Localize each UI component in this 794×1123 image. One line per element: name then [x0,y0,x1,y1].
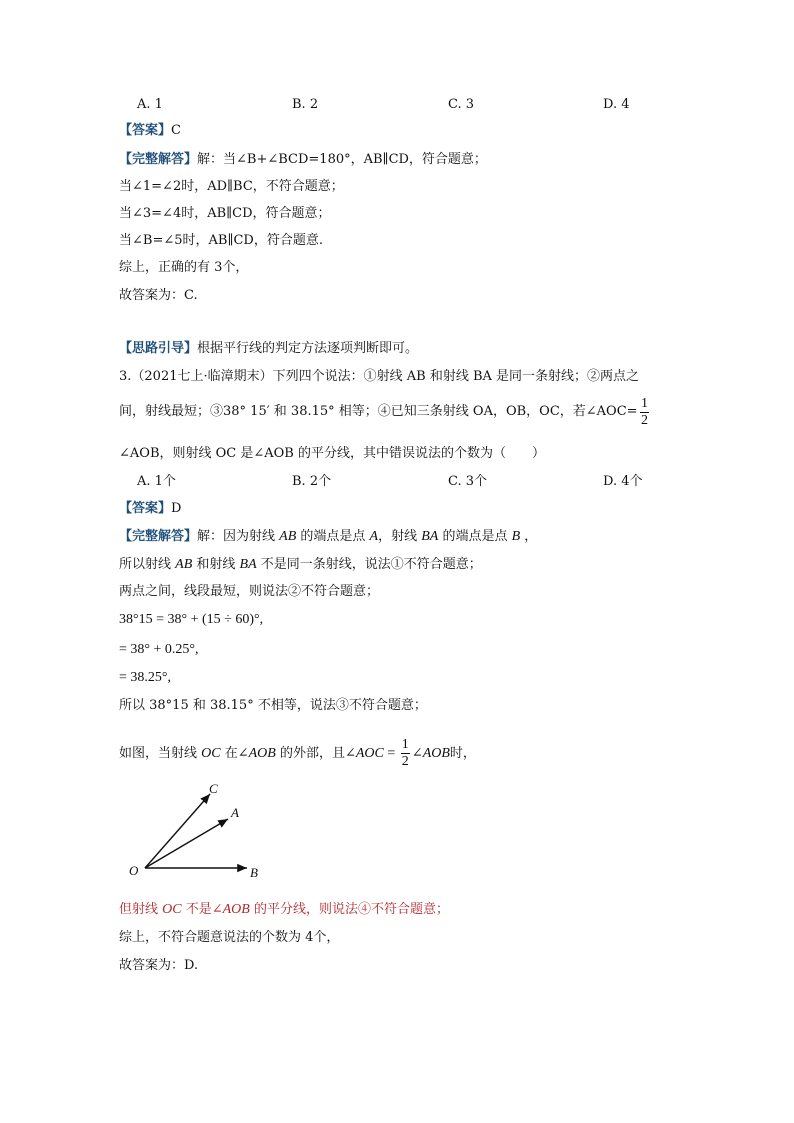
label-a: A [231,805,239,820]
option-b: B. 2个 [292,474,332,489]
text: ，射线 [378,529,422,544]
q3-stem-line-1: 3.（2021七上·临漳期末）下列四个说法：①射线 AB 和射线 BA 是同一条射线；②两点之 [119,369,640,384]
label-o: O [129,863,139,878]
ray-oa [145,819,228,868]
q2-solution-line-2: 当∠1=∠2时，AD∥BC，不符合题意； [119,179,344,194]
math-text: AOB [222,902,250,917]
solution-fraction [401,737,410,770]
q3-solution-line-1 [119,527,537,547]
text: 不是同一条射线，说法①不符合题意； [256,557,482,572]
math-text: AB [175,557,193,572]
text: 的外部，且∠ [275,746,356,761]
math-line-1: 38°15 = 38° + (15 ÷ 60)°, [119,612,264,627]
math-line-3: = 38.25°, [119,670,171,685]
q3-solution-line-6 [119,900,449,920]
math-text: AOC [355,746,384,761]
math-text: OC [201,746,221,761]
option-c: C. 3 [448,97,475,112]
stem-text: 间，射线最短；③38° 15′ 和 38.15° 相等；④已知三条射线 OA，OB，OC，若∠AOC= [119,404,638,419]
q3-solution-line-7: 综上，不符合题意说法的个数为 4个， [119,930,340,945]
option-a: A. 1个 [137,474,176,489]
text: 但射线 [119,902,163,917]
option-b: B. 2 [292,97,319,112]
text: 的平分线，则说法④不符合题意； [249,902,449,917]
text: 的端点是点 [438,529,512,544]
q2-solution-line-6: 故答案为：C. [119,288,198,303]
q2-solution-line-5: 综上，正确的有 3个， [119,260,249,275]
option-d: D. 4个 [603,474,643,489]
q3-solution-line-4: 所以 38°15 和 38.15° 不相等，说法③不符合题意； [119,698,427,713]
text: 不是∠ [181,902,223,917]
q2-hint-line [119,339,418,359]
q2-answer-line [119,121,181,141]
answer-value: C [171,123,181,138]
math-text: BA [421,529,439,544]
q3-solution-line-3: 两点之间，线段最短，则说法②不符合题意； [119,584,380,599]
label-c: C [209,781,218,796]
answer-value: D [171,501,182,516]
q3-stem-line-2 [119,402,638,422]
ray-figure [120,778,280,888]
math-text: AOB [248,746,276,761]
q3-solution-line-5 [119,737,476,770]
q2-solution-line-3: 当∠3=∠4时，AB∥CD，符合题意； [119,206,331,221]
text: ∠ [411,746,423,761]
solution-text: 解：当∠B+∠BCD=180°，AB∥CD，符合题意； [197,152,487,167]
math-text: BA [239,557,257,572]
q2-solution-line-1 [119,150,487,170]
text: 解：因为射线 [197,529,280,544]
option-d: D. 4 [603,97,630,112]
math-text: = [383,746,399,761]
text: ， [520,529,538,544]
text: 所以射线 [119,557,176,572]
math-text: B [511,529,521,544]
q3-solution-line-8: 故答案为：D. [119,958,199,973]
frac-num: 1 [401,737,409,752]
text: 和射线 [192,557,240,572]
frac-num: 1 [641,396,648,411]
frac-den: 2 [641,413,648,428]
option-c: C. 3个 [448,474,488,489]
solution-tag: 【完整解答】 [119,529,198,544]
ray-oc [145,794,210,868]
q2-solution-line-4: 当∠B=∠5时，AB∥CD，符合题意. [119,233,323,248]
stem-fraction [640,396,649,429]
q3-answer-line [119,499,181,519]
math-text: AB [279,529,297,544]
q3-stem-line-3: ∠AOB，则射线 OC 是∠AOB 的平分线，其中错误说法的个数为（ ） [119,446,545,461]
label-b: B [250,865,258,880]
option-a: A. 1 [137,97,163,112]
text: 在∠ [220,746,249,761]
hint-tag: 【思路引导】 [119,341,198,356]
math-text: AOB [422,746,450,761]
hint-text: 根据平行线的判定方法逐项判断即可。 [197,341,419,356]
math-text: A [369,529,379,544]
solution-tag: 【完整解答】 [119,152,198,167]
text: 的端点是点 [296,529,370,544]
answer-tag: 【答案】 [119,501,172,516]
text: 如图，当射线 [119,746,202,761]
answer-tag: 【答案】 [119,123,172,138]
text: 时， [449,746,476,761]
math-line-2: = 38° + 0.25°, [119,642,199,657]
math-text: OC [162,902,182,917]
frac-den: 2 [401,754,409,769]
q3-solution-line-2 [119,555,482,575]
